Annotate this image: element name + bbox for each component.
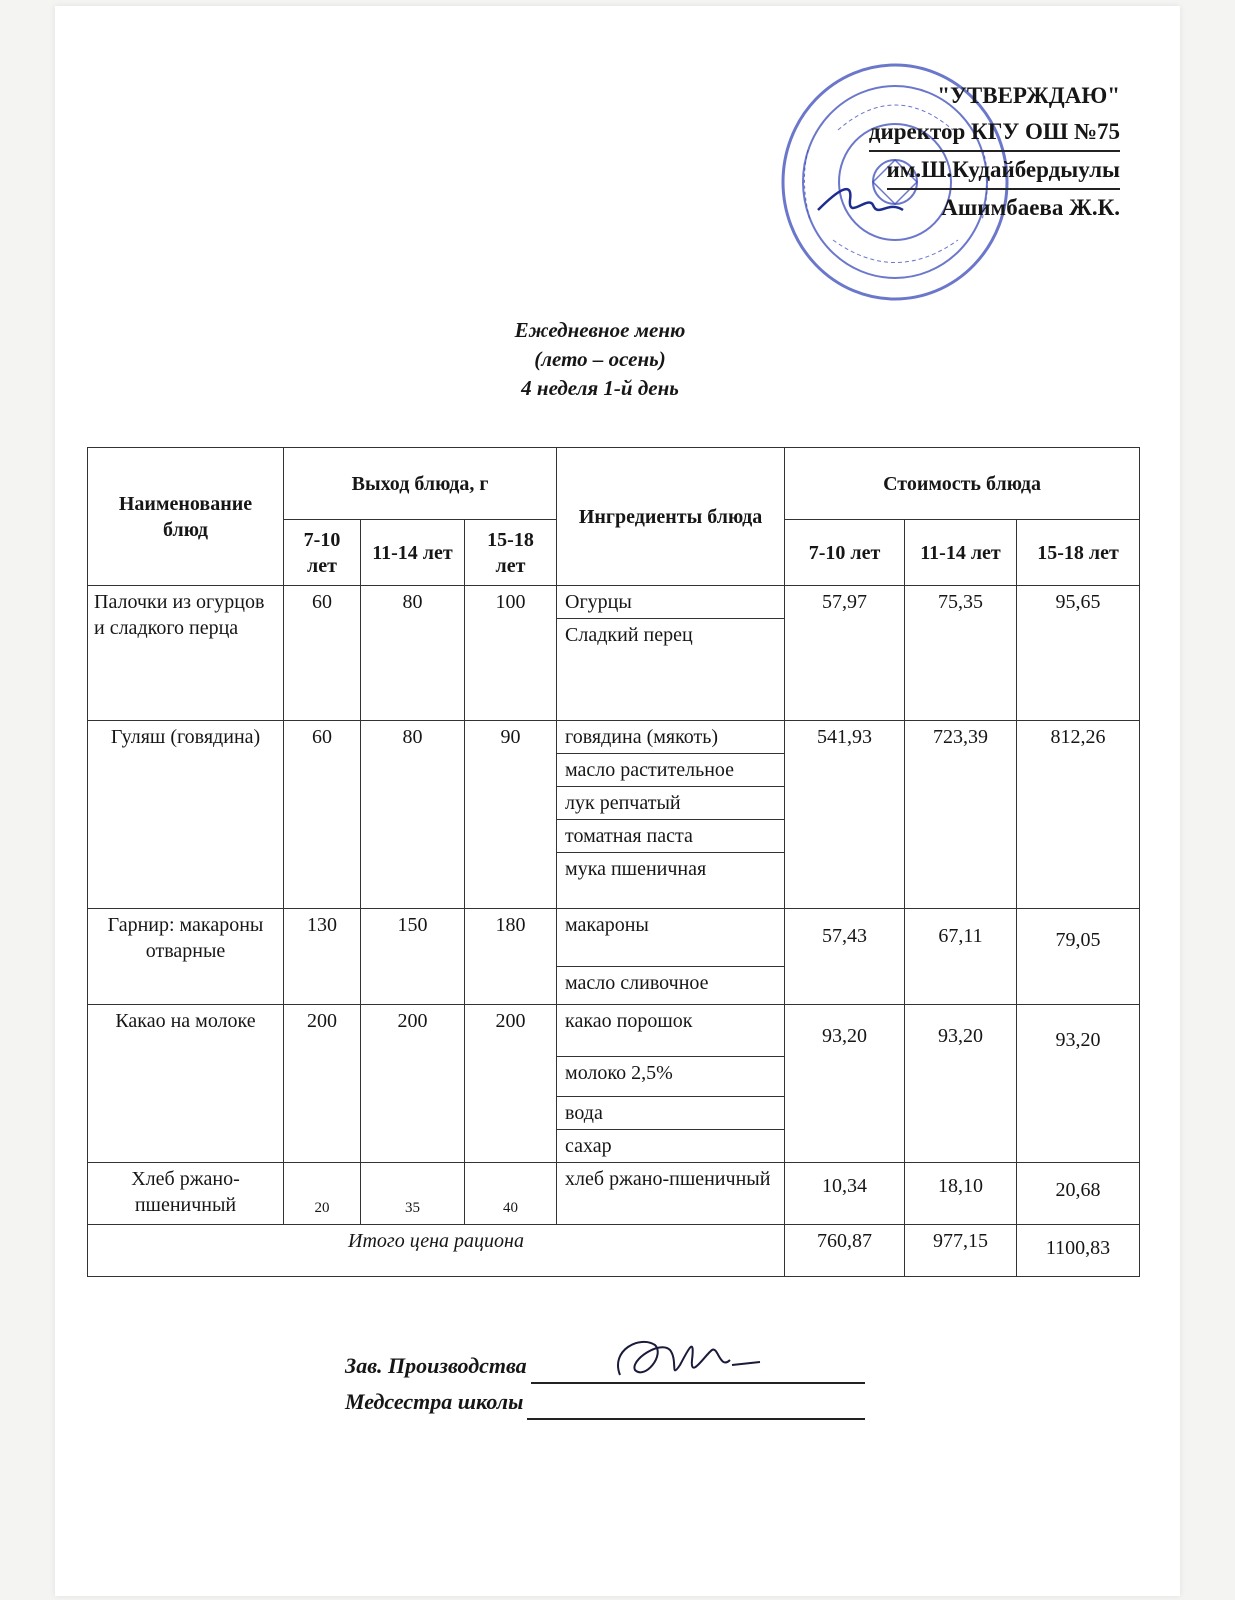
approval-position: директор КГУ ОШ №75 — [869, 114, 1120, 152]
table-row — [88, 721, 1140, 909]
ingredients-cell — [557, 909, 785, 1005]
total-cost-11-14: 977,15 — [905, 1225, 1017, 1277]
ingredient: какао порошок — [557, 1005, 784, 1057]
output-7-10: 130 — [284, 909, 361, 1005]
ingredient: хлеб ржано-пшеничный — [565, 1168, 771, 1190]
output-15-18: 100 — [465, 586, 557, 721]
cost-11-14: 75,35 — [905, 586, 1017, 721]
ingredient: мука пшеничная — [565, 858, 707, 880]
menu-table — [87, 447, 1140, 1277]
cost-11-14: 723,39 — [905, 721, 1017, 909]
total-cost-7-10: 760,87 — [785, 1225, 905, 1277]
handwritten-signature-icon — [600, 1320, 770, 1395]
dish-name: Гарнир: макароны отварные — [88, 909, 284, 1005]
header-output-age-15-18: 15-18 лет — [465, 520, 557, 586]
total-cost-15-18: 1100,83 — [1017, 1225, 1140, 1277]
cost-15-18: 79,05 — [1017, 909, 1140, 1005]
header-ingredients: Ингредиенты блюда — [557, 448, 785, 586]
header-dish: Наименование блюд — [88, 448, 284, 586]
output-15-18: 200 — [465, 1005, 557, 1163]
cost-7-10: 57,97 — [785, 586, 905, 721]
cost-7-10: 10,34 — [785, 1163, 905, 1225]
output-7-10: 200 — [284, 1005, 361, 1163]
ingredient: лук репчатый — [557, 787, 784, 820]
ingredients-cell — [557, 586, 785, 721]
ingredient: говядина (мякоть) — [557, 721, 784, 754]
output-11-14: 80 — [361, 721, 465, 909]
output-7-10: 60 — [284, 586, 361, 721]
header-output-age-11-14: 11-14 лет — [361, 520, 465, 586]
header-cost-age-7-10: 7-10 лет — [785, 520, 905, 586]
approval-block — [760, 78, 1120, 226]
total-row — [88, 1225, 1140, 1277]
dish-name: Хлеб ржано-пшеничный — [88, 1163, 284, 1225]
cost-7-10: 57,43 — [785, 909, 905, 1005]
approval-director-name: Ашимбаева Ж.К. — [941, 195, 1120, 220]
ingredient: Огурцы — [557, 586, 784, 619]
cost-11-14: 67,11 — [905, 909, 1017, 1005]
dish-name: Какао на молоке — [88, 1005, 284, 1163]
cost-15-18: 95,65 — [1017, 586, 1140, 721]
table-row — [88, 909, 1140, 1005]
cost-15-18: 20,68 — [1017, 1163, 1140, 1225]
table-row — [88, 1163, 1140, 1225]
header-output: Выход блюда, г — [284, 448, 557, 520]
signature-line — [527, 1394, 865, 1420]
output-11-14: 150 — [361, 909, 465, 1005]
school-nurse-label: Медсестра школы — [345, 1389, 524, 1414]
table-row — [88, 1005, 1140, 1163]
output-7-10: 20 — [284, 1163, 361, 1225]
cost-7-10: 541,93 — [785, 721, 905, 909]
menu-title — [380, 316, 820, 403]
cost-11-14: 18,10 — [905, 1163, 1017, 1225]
dish-name: Гуляш (говядина) — [88, 721, 284, 909]
dish-name: Палочки из огурцов и сладкого перца — [88, 586, 284, 721]
ingredient: масло сливочное — [565, 972, 709, 994]
cost-7-10: 93,20 — [785, 1005, 905, 1163]
ingredient: масло растительное — [557, 754, 784, 787]
output-15-18: 180 — [465, 909, 557, 1005]
cost-11-14: 93,20 — [905, 1005, 1017, 1163]
header-cost: Стоимость блюда — [785, 448, 1140, 520]
output-15-18: 40 — [465, 1163, 557, 1225]
output-11-14: 80 — [361, 586, 465, 721]
approval-title: "УТВЕРЖДАЮ" — [937, 83, 1120, 108]
output-7-10: 60 — [284, 721, 361, 909]
menu-title-line: Ежедневное меню — [514, 318, 686, 342]
table-row — [88, 586, 1140, 721]
header-cost-age-15-18: 15-18 лет — [1017, 520, 1140, 586]
ingredients-cell — [557, 1163, 785, 1225]
total-label: Итого цена рациона — [88, 1225, 785, 1277]
production-head-label: Зав. Производства — [345, 1353, 527, 1378]
header-output-age-7-10: 7-10 лет — [284, 520, 361, 586]
cost-15-18: 812,26 — [1017, 721, 1140, 909]
ingredient: вода — [557, 1097, 784, 1130]
approval-school-name: им.Ш.Кудайбердыулы — [887, 152, 1121, 190]
ingredient: сахар — [565, 1135, 612, 1157]
menu-season-line: (лето – осень) — [534, 347, 666, 371]
cost-15-18: 93,20 — [1017, 1005, 1140, 1163]
ingredient: макароны — [557, 909, 784, 967]
output-15-18: 90 — [465, 721, 557, 909]
output-11-14: 35 — [361, 1163, 465, 1225]
ingredient: Сладкий перец — [565, 624, 693, 646]
ingredient: молоко 2,5% — [557, 1057, 784, 1097]
output-11-14: 200 — [361, 1005, 465, 1163]
header-cost-age-11-14: 11-14 лет — [905, 520, 1017, 586]
ingredients-cell — [557, 1005, 785, 1163]
ingredient: томатная паста — [557, 820, 784, 853]
menu-week-day-line: 4 неделя 1-й день — [521, 376, 679, 400]
ingredients-cell — [557, 721, 785, 909]
